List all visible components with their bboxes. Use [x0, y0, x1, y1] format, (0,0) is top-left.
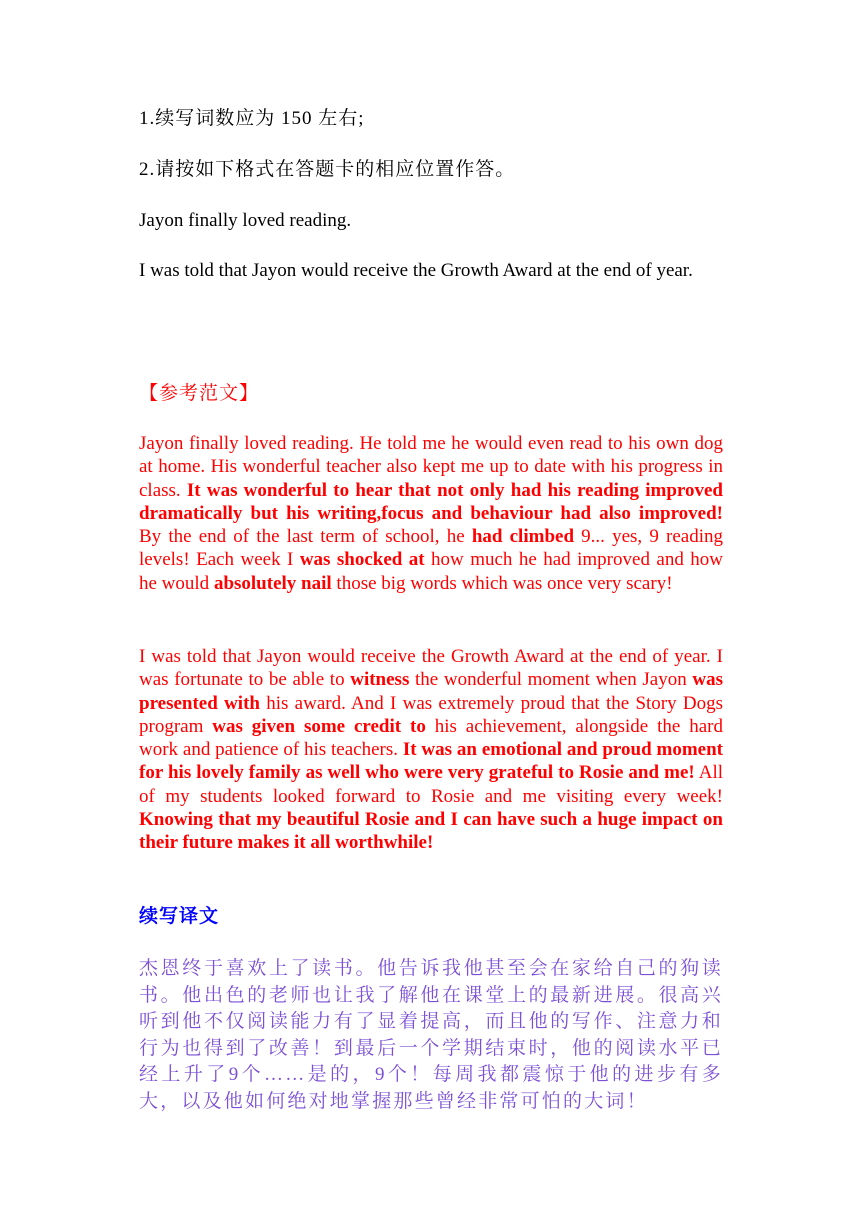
p1-text-3: 9... yes, 9 reading levels! Each week I: [139, 526, 723, 571]
p2-bold-4: It was an emotional and proud moment for his lovely family as well who were very grateful to Rosie and me!: [139, 739, 723, 784]
p1-bold-1: It was wonderful to hear that not only had his reading improved dramatically but his writing,focus and behaviour had also improved!: [139, 479, 723, 524]
p2-text-1: I was told that Jayon would receive the Growth Award at the end of year. I was fortunate to be able to: [139, 646, 723, 691]
p1-text-1: Jayon finally loved reading. He told me he would even read to his own dog at home. His wonderful teacher also kept me up to date with his progress in class.: [139, 433, 723, 501]
model-paragraph-1: [139, 432, 723, 595]
p2-text-4: his achievement, alongside the hard work and patience of his teachers.: [139, 715, 723, 761]
p2-text-2: the wonderful moment when Jayon: [409, 669, 693, 691]
p2-bold-2: was presented with: [139, 669, 723, 714]
p2-bold-3: was given some credit to: [212, 715, 426, 737]
p1-text-5: those big words which was once very scary!: [331, 572, 673, 594]
p1-bold-2: had climbed: [471, 526, 575, 548]
prompt-first-paragraph: Jayon finally loved reading.: [139, 210, 352, 231]
model-essay-heading: 【参考范文】: [139, 383, 260, 404]
prompt-second-paragraph: I was told that Jayon would receive the Growth Award at the end of year.: [139, 260, 693, 281]
p1-text-4: how much he had improved and how he would: [139, 549, 723, 594]
p2-text-3: his award. And I was extremely proud that the Story Dogs program: [139, 692, 723, 737]
p2-text-5: All of my students looked forward to Rosie and me visiting every week!: [139, 762, 724, 807]
translation-heading: 续写译文: [139, 906, 220, 927]
p2-bold-1: witness: [350, 669, 410, 691]
p1-bold-4: absolutely nail: [213, 572, 332, 594]
p2-bold-5: Knowing that my beautiful Rosie and I can have such a huge impact on their future makes it all worthwhile!: [139, 809, 723, 854]
p1-bold-3: was shocked at: [299, 549, 425, 571]
model-paragraph-2: [139, 645, 723, 855]
p1-text-2: By the end of the last term of school, he: [139, 526, 472, 548]
instruction-format: 2.请按如下格式在答题卡的相应位置作答。: [139, 159, 516, 180]
instruction-word-count: 1.续写词数应为 150 左右;: [139, 108, 365, 129]
translation-text: 杰恩终于喜欢上了读书。他告诉我他甚至会在家给自己的狗读书。他出色的老师也让我了解他在课堂上的最新进展。很高兴听到他不仅阅读能力有了显着提高，而且他的写作、注意力和行为也得到了改善！到最后一个学期结束时，他的阅读水平已经上升了9个……是的，9个！每周我都震惊于他的进步有多大，以及他如何绝对地掌握那些曾经非常可怕的大词！: [139, 958, 723, 1112]
